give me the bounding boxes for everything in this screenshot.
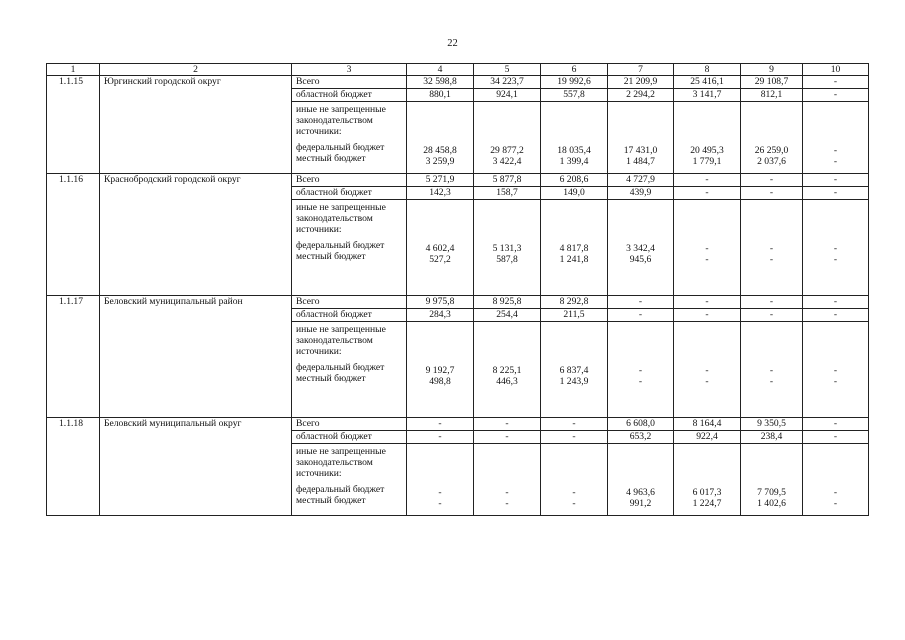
value-cell-other <box>474 200 541 296</box>
value-federal: - <box>705 243 709 254</box>
value-federal: - <box>833 487 838 498</box>
value-cell-regional: 653,2 <box>608 431 674 444</box>
column-number: 6 <box>541 64 608 76</box>
value-cell-regional: - <box>541 431 608 444</box>
value-cell-total: - <box>407 418 474 431</box>
municipality-name: Беловский муниципальный район <box>100 296 292 418</box>
value-cell-other <box>803 200 869 296</box>
value-cell-other <box>741 102 803 174</box>
value-cell-total: - <box>803 296 869 309</box>
value-cell-regional: - <box>674 187 741 200</box>
source-federal: федеральный бюджет <box>296 240 385 251</box>
row-code: 1.1.15 <box>47 76 100 174</box>
value-cell-regional: - <box>474 431 541 444</box>
value-cell-total: 21 209,9 <box>608 76 674 89</box>
value-local: - <box>505 498 509 509</box>
row-code: 1.1.16 <box>47 174 100 296</box>
source-other-label: иные не запрещенные законодательством источники: <box>296 324 386 357</box>
value-cell-total: - <box>803 174 869 187</box>
row-code: 1.1.17 <box>47 296 100 418</box>
value-federal: - <box>438 487 442 498</box>
value-local: 945,6 <box>629 254 652 265</box>
value-cell-regional: - <box>803 309 869 322</box>
value-cell-regional: 812,1 <box>741 89 803 102</box>
municipality-name: Юргинский городской округ <box>100 76 292 174</box>
value-local: - <box>833 376 838 387</box>
value-local: - <box>705 376 709 387</box>
column-number: 9 <box>741 64 803 76</box>
value-federal: 17 431,0 <box>623 145 658 156</box>
value-cell-total: 9 975,8 <box>407 296 474 309</box>
value-local: - <box>769 376 774 387</box>
value-local: 3 259,9 <box>425 156 455 167</box>
value-cell-regional: 254,4 <box>474 309 541 322</box>
source-local: местный бюджет <box>296 495 366 506</box>
value-local: 446,3 <box>496 376 518 387</box>
value-local: - <box>833 498 838 509</box>
value-local: - <box>769 254 774 265</box>
value-federal: 26 259,0 <box>754 145 789 156</box>
source-other-label: иные не запрещенные законодательством источники: <box>296 104 386 137</box>
value-local: 1 779,1 <box>692 156 722 167</box>
value-local: 1 243,9 <box>559 376 589 387</box>
value-cell-total: - <box>741 174 803 187</box>
value-cell-other <box>674 444 741 516</box>
value-cell-other <box>803 102 869 174</box>
value-cell-regional: - <box>741 309 803 322</box>
value-cell-total: 5 271,9 <box>407 174 474 187</box>
source-regional: областной бюджет <box>292 187 407 200</box>
value-federal: - <box>769 365 774 376</box>
value-federal: 28 458,8 <box>423 145 457 156</box>
source-federal: федеральный бюджет <box>296 362 385 373</box>
value-cell-other <box>407 102 474 174</box>
value-local: - <box>833 254 838 265</box>
value-cell-other <box>474 102 541 174</box>
source-other <box>292 322 407 418</box>
value-federal: 7 709,5 <box>757 487 786 498</box>
source-total: Всего <box>292 296 407 309</box>
source-local: местный бюджет <box>296 373 366 384</box>
value-cell-total: 4 727,9 <box>608 174 674 187</box>
value-local: - <box>438 498 442 509</box>
source-other <box>292 102 407 174</box>
value-federal: 3 342,4 <box>626 243 655 254</box>
value-federal: - <box>572 487 576 498</box>
value-local: 587,8 <box>496 254 518 265</box>
value-cell-other <box>741 444 803 516</box>
value-cell-total: 9 350,5 <box>741 418 803 431</box>
value-federal: - <box>505 487 509 498</box>
value-cell-regional: 922,4 <box>674 431 741 444</box>
value-cell-regional: 142,3 <box>407 187 474 200</box>
column-number: 2 <box>100 64 292 76</box>
value-cell-other <box>608 200 674 296</box>
value-cell-regional: 149,0 <box>541 187 608 200</box>
row-total <box>47 76 869 89</box>
value-cell-other <box>474 322 541 418</box>
value-cell-regional: 211,5 <box>541 309 608 322</box>
row-total <box>47 174 869 187</box>
source-federal: федеральный бюджет <box>296 484 385 495</box>
budget-table <box>46 63 869 516</box>
source-federal: федеральный бюджет <box>296 142 385 153</box>
value-cell-regional: 439,9 <box>608 187 674 200</box>
value-cell-other <box>803 444 869 516</box>
value-cell-other <box>407 322 474 418</box>
value-federal: 5 131,3 <box>492 243 522 254</box>
value-local: - <box>833 156 838 167</box>
row-total <box>47 296 869 309</box>
column-number: 8 <box>674 64 741 76</box>
value-cell-regional: - <box>741 187 803 200</box>
value-local: 1 241,8 <box>559 254 589 265</box>
value-local: 1 224,7 <box>692 498 722 509</box>
value-cell-other <box>541 200 608 296</box>
value-cell-total: 19 992,6 <box>541 76 608 89</box>
column-number-row <box>47 64 869 76</box>
value-cell-other <box>674 200 741 296</box>
value-local: - <box>705 254 709 265</box>
value-local: 498,8 <box>429 376 451 387</box>
column-number: 3 <box>292 64 407 76</box>
value-federal: - <box>833 145 838 156</box>
value-cell-total: - <box>541 418 608 431</box>
value-cell-other <box>608 444 674 516</box>
value-cell-other <box>541 444 608 516</box>
value-cell-total: 6 608,0 <box>608 418 674 431</box>
value-cell-other <box>803 322 869 418</box>
value-cell-total: 6 208,6 <box>541 174 608 187</box>
value-cell-total: - <box>803 418 869 431</box>
value-cell-regional: 284,3 <box>407 309 474 322</box>
value-cell-total: 29 108,7 <box>741 76 803 89</box>
value-cell-regional: - <box>407 431 474 444</box>
source-regional: областной бюджет <box>292 431 407 444</box>
value-local: 1 484,7 <box>626 156 655 167</box>
value-cell-total: - <box>741 296 803 309</box>
value-federal: 4 817,8 <box>559 243 589 254</box>
value-cell-regional: 880,1 <box>407 89 474 102</box>
value-local: 991,2 <box>629 498 652 509</box>
value-federal: 20 495,3 <box>690 145 724 156</box>
value-cell-regional: - <box>803 187 869 200</box>
value-federal: - <box>705 365 709 376</box>
value-cell-total: - <box>674 296 741 309</box>
value-federal: - <box>833 365 838 376</box>
column-number: 10 <box>803 64 869 76</box>
value-cell-other <box>674 102 741 174</box>
value-cell-regional: - <box>674 309 741 322</box>
value-cell-other <box>741 200 803 296</box>
value-federal: - <box>769 243 774 254</box>
column-number: 4 <box>407 64 474 76</box>
value-federal: 4 602,4 <box>425 243 455 254</box>
source-total: Всего <box>292 174 407 187</box>
value-local: 1 402,6 <box>757 498 786 509</box>
value-local: - <box>572 498 576 509</box>
column-number: 7 <box>608 64 674 76</box>
value-cell-total: 8 292,8 <box>541 296 608 309</box>
value-cell-total: - <box>803 76 869 89</box>
value-cell-total: 25 416,1 <box>674 76 741 89</box>
value-cell-other <box>608 102 674 174</box>
source-other <box>292 444 407 516</box>
municipality-name: Беловский муниципальный округ <box>100 418 292 516</box>
source-local: местный бюджет <box>296 251 366 262</box>
value-cell-regional: 158,7 <box>474 187 541 200</box>
value-cell-regional: 3 141,7 <box>674 89 741 102</box>
value-cell-total: - <box>608 296 674 309</box>
value-cell-total: - <box>474 418 541 431</box>
value-cell-total: - <box>674 174 741 187</box>
value-cell-other <box>674 322 741 418</box>
value-cell-other <box>407 200 474 296</box>
value-federal: 9 192,7 <box>425 365 455 376</box>
value-cell-regional: - <box>803 431 869 444</box>
value-cell-regional: 2 294,2 <box>608 89 674 102</box>
value-cell-other <box>608 322 674 418</box>
row-total <box>47 418 869 431</box>
value-cell-other <box>407 444 474 516</box>
value-cell-other <box>541 322 608 418</box>
value-cell-regional: 924,1 <box>474 89 541 102</box>
value-cell-regional: - <box>803 89 869 102</box>
value-local: 1 399,4 <box>559 156 589 167</box>
value-cell-total: 32 598,8 <box>407 76 474 89</box>
value-federal: 18 035,4 <box>557 145 591 156</box>
value-federal: 6 837,4 <box>559 365 589 376</box>
value-local: 527,2 <box>429 254 451 265</box>
value-federal: 29 877,2 <box>490 145 524 156</box>
value-cell-other <box>741 322 803 418</box>
value-cell-total: 8 164,4 <box>674 418 741 431</box>
source-other-label: иные не запрещенные законодательством источники: <box>296 202 386 235</box>
value-cell-regional: 238,4 <box>741 431 803 444</box>
page-number: 22 <box>447 38 458 49</box>
value-federal: - <box>833 243 838 254</box>
source-total: Всего <box>292 76 407 89</box>
source-other <box>292 200 407 296</box>
value-cell-total: 5 877,8 <box>474 174 541 187</box>
value-cell-other <box>541 102 608 174</box>
row-code: 1.1.18 <box>47 418 100 516</box>
source-regional: областной бюджет <box>292 89 407 102</box>
value-local: 2 037,6 <box>757 156 786 167</box>
value-federal: - <box>638 365 643 376</box>
source-other-label: иные не запрещенные законодательством источники: <box>296 446 386 479</box>
source-local: местный бюджет <box>296 153 366 164</box>
value-federal: 4 963,6 <box>626 487 655 498</box>
value-cell-regional: - <box>608 309 674 322</box>
municipality-name: Краснобродский городской округ <box>100 174 292 296</box>
value-federal: 8 225,1 <box>492 365 522 376</box>
value-local: - <box>638 376 643 387</box>
value-cell-other <box>474 444 541 516</box>
column-number: 5 <box>474 64 541 76</box>
value-federal: 6 017,3 <box>692 487 722 498</box>
value-cell-regional: 557,8 <box>541 89 608 102</box>
source-regional: областной бюджет <box>292 309 407 322</box>
source-total: Всего <box>292 418 407 431</box>
column-number: 1 <box>47 64 100 76</box>
value-local: 3 422,4 <box>492 156 522 167</box>
value-cell-total: 8 925,8 <box>474 296 541 309</box>
value-cell-total: 34 223,7 <box>474 76 541 89</box>
